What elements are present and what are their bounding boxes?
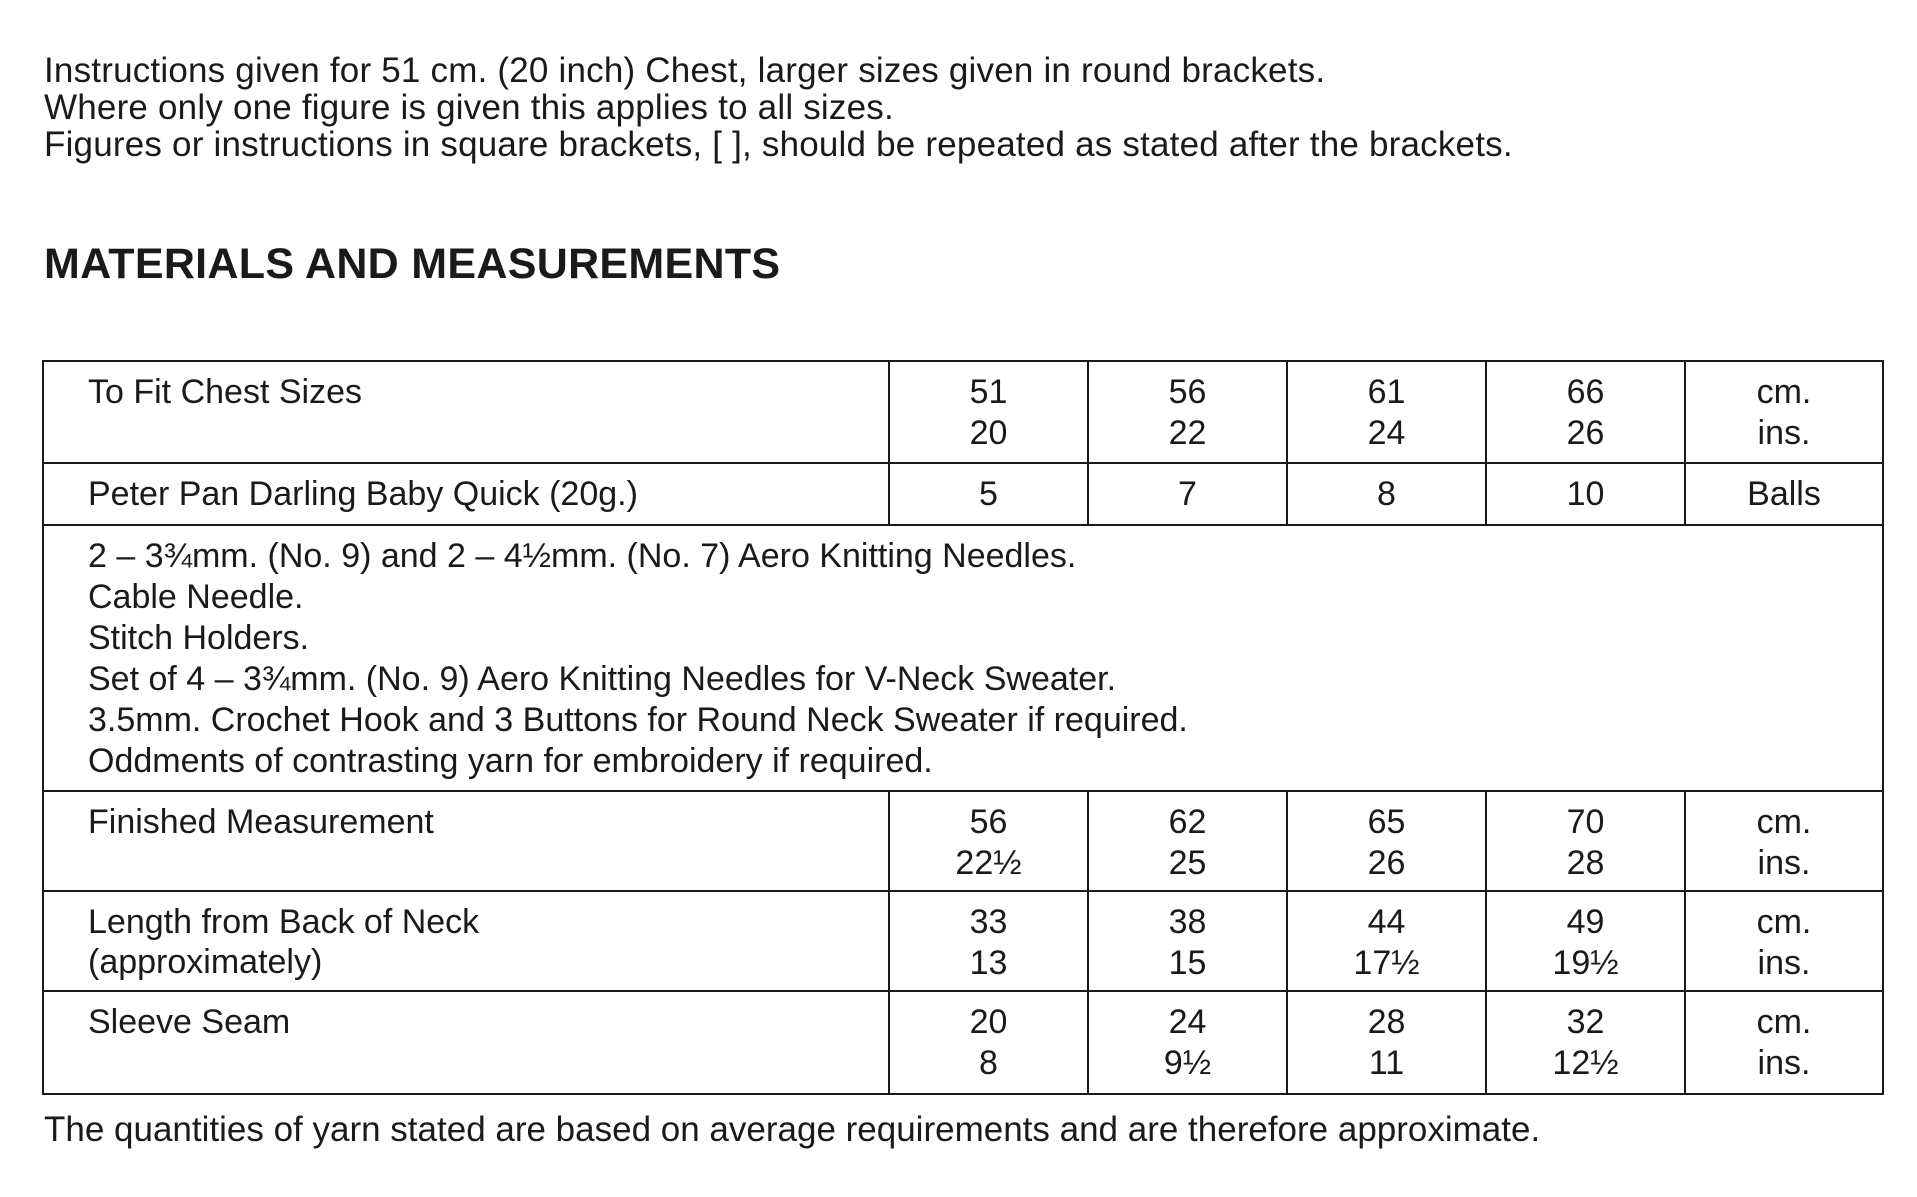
table-row-yarn: [43, 463, 1883, 525]
chest-size-2: 56 22: [1088, 361, 1287, 463]
yarn-balls-1: 5: [889, 463, 1088, 525]
yarn-balls-2: 7: [1088, 463, 1287, 525]
needles-item-3: Stitch Holders.: [88, 619, 310, 657]
finished-units: cm. ins.: [1685, 791, 1883, 891]
materials-table: [42, 360, 1884, 1095]
length-size-2: 38 15: [1088, 891, 1287, 991]
finished-size-2: 62 25: [1088, 791, 1287, 891]
needles-item-2: Cable Needle.: [88, 578, 304, 616]
sleeve-seam-label: Sleeve Seam: [43, 991, 889, 1094]
finished-size-4: 70 28: [1486, 791, 1685, 891]
length-size-3: 44 17½: [1287, 891, 1486, 991]
intro-line-3: Figures or instructions in square brackets, [ ], should be repeated as stated after the brackets.: [44, 125, 1513, 164]
chest-size-1: 51 20: [889, 361, 1088, 463]
chest-units: cm. ins.: [1685, 361, 1883, 463]
table-row-needles: [43, 525, 1883, 791]
sleeve-size-4: 32 12½: [1486, 991, 1685, 1094]
finished-measurement-label: Finished Measurement: [43, 791, 889, 891]
needles-item-1: 2 – 3¾mm. (No. 9) and 2 – 4½mm. (No. 7) Aero Knitting Needles.: [88, 537, 1077, 575]
finished-size-3: 65 26: [1287, 791, 1486, 891]
needles-item-4: Set of 4 – 3¾mm. (No. 9) Aero Knitting Needles for V-Neck Sweater.: [88, 660, 1117, 698]
length-size-4: 49 19½: [1486, 891, 1685, 991]
intro-text: [44, 52, 1513, 163]
intro-line-1: Instructions given for 51 cm. (20 inch) Chest, larger sizes given in round brackets.: [44, 51, 1326, 90]
length-size-1: 33 13: [889, 891, 1088, 991]
table-row-length: [43, 891, 1883, 991]
length-units: cm. ins.: [1685, 891, 1883, 991]
length-label: Length from Back of Neck (approximately): [43, 891, 889, 991]
sleeve-size-2: 24 9½: [1088, 991, 1287, 1094]
sleeve-size-1: 20 8: [889, 991, 1088, 1094]
chest-size-4: 66 26: [1486, 361, 1685, 463]
needles-list: [43, 525, 1883, 791]
chest-sizes-label: To Fit Chest Sizes: [43, 361, 889, 463]
sleeve-units: cm. ins.: [1685, 991, 1883, 1094]
yarn-label: Peter Pan Darling Baby Quick (20g.): [43, 463, 889, 525]
yarn-balls-4: 10: [1486, 463, 1685, 525]
chest-size-3: 61 24: [1287, 361, 1486, 463]
needles-item-5: 3.5mm. Crochet Hook and 3 Buttons for Round Neck Sweater if required.: [88, 701, 1188, 739]
table-row-sleeve-seam: [43, 991, 1883, 1094]
sleeve-size-3: 28 11: [1287, 991, 1486, 1094]
yarn-unit: Balls: [1685, 463, 1883, 525]
intro-line-2: Where only one figure is given this applies to all sizes.: [44, 88, 894, 127]
finished-size-1: 56 22½: [889, 791, 1088, 891]
table-row-chest-sizes: [43, 361, 1883, 463]
table-row-finished-measurement: [43, 791, 1883, 891]
section-heading: MATERIALS AND MEASUREMENTS: [44, 240, 781, 288]
yarn-balls-3: 8: [1287, 463, 1486, 525]
needles-item-6: Oddments of contrasting yarn for embroidery if required.: [88, 742, 933, 780]
footer-note: The quantities of yarn stated are based on average requirements and are therefore approximate.: [44, 1110, 1541, 1149]
